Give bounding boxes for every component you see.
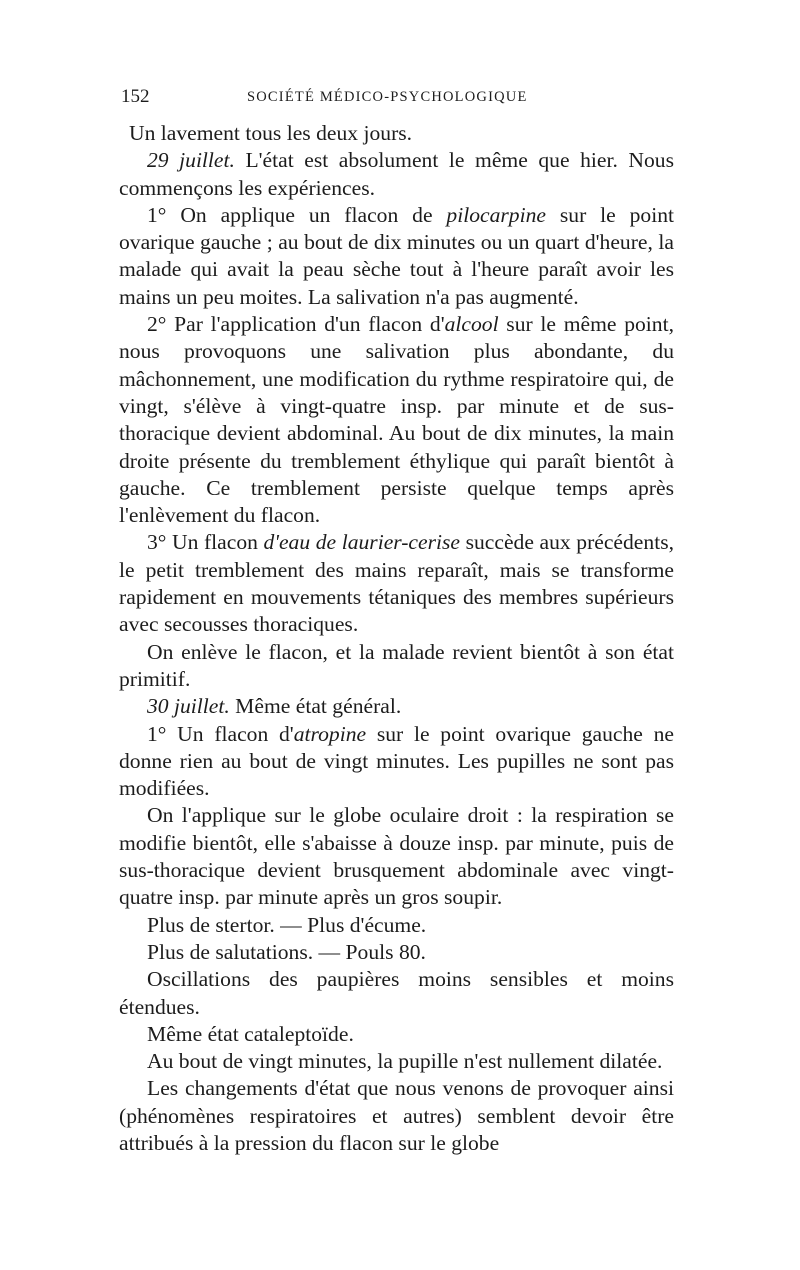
paragraph: Les changements d'état que nous venons de provoquer ainsi (phénomènes respiratoires et autres) semblent devoir être attribués à la pression du flacon sur le globe xyxy=(119,1076,674,1155)
body-text xyxy=(119,120,674,1157)
paragraph: On enlève le flacon, et la malade revient bientôt à son état primitif. xyxy=(119,639,674,691)
substance-name: d'eau de laurier-cerise xyxy=(263,530,460,555)
substance-name: pilocarpine xyxy=(446,202,546,227)
paragraph: Plus de stertor. — Plus d'écume. xyxy=(147,912,427,937)
date-label: 29 juillet. xyxy=(147,148,235,173)
substance-name: atropine xyxy=(293,721,367,746)
paragraph: 2° Par l'application d'un flacon d'alcool sur le même point, nous provoquons une salivation plus abondante, du mâchonnement, une modification du rythme respiratoire qui, de vingt, s'élève à vingt-quatre insp. par minute et de sus-thoracique devient abdominal. Au bout de dix minutes, la main droite présente du tremblement éthylique qui paraît bientôt à gauche. Ce tremblement persiste quelque temps après l'enlèvement du flacon. xyxy=(119,312,674,528)
page-number: 152 xyxy=(121,86,150,107)
paragraph: Même état cataleptoïde. xyxy=(147,1021,354,1046)
paragraph: 1° On applique un flacon de pilocarpine sur le point ovarique gauche ; au bout de dix minutes ou un quart d'heure, la malade qui avait la peau sèche tout à l'heure paraît avoir les mains un peu moites. La salivation n'a pas augmenté. xyxy=(119,202,675,309)
paragraph: On l'applique sur le globe oculaire droit : la respiration se modifie bientôt, elle s'abaisse à douze insp. par minute, puis de sus-thoracique devient brusquement abdominale avec vingt-quatre insp. par minute après un gros soupir. xyxy=(119,803,674,910)
page-header xyxy=(119,86,674,120)
paragraph: 30 juillet. Même état général. xyxy=(147,694,402,719)
paragraph: 29 juillet. L'état est absolument le même que hier. Nous commençons les expériences. xyxy=(119,148,674,200)
paragraph: 1° Un flacon d'atropine sur le point ovarique gauche ne donne rien au bout de vingt minutes. Les pupilles ne sont pas modifiées. xyxy=(119,721,674,801)
running-head: SOCIÉTÉ MÉDICO-PSYCHOLOGIQUE xyxy=(247,89,528,105)
paragraph: Oscillations des paupières moins sensibles et moins étendues. xyxy=(119,967,674,1019)
paragraph: Plus de salutations. — Pouls 80. xyxy=(147,939,426,964)
paragraph: 3° Un flacon d'eau de laurier-cerise succède aux précédents, le petit tremblement des mains reparaît, mais se transforme rapidement en mouvements tétaniques des membres supérieurs avec secousses thoraciques. xyxy=(119,530,674,637)
substance-name: alcool xyxy=(444,312,499,337)
paragraph: Un lavement tous les deux jours. xyxy=(129,121,413,145)
paragraph: Au bout de vingt minutes, la pupille n'est nullement dilatée. xyxy=(147,1049,663,1074)
book-page xyxy=(119,86,674,1157)
date-label: 30 juillet. xyxy=(147,694,230,719)
